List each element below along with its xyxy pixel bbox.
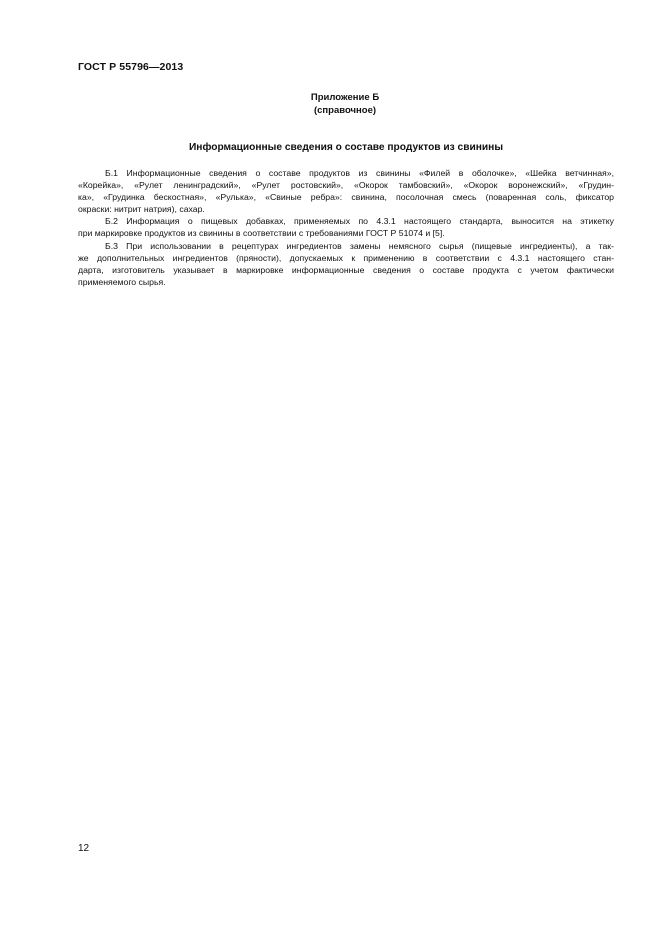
- standard-header: ГОСТ Р 55796—2013: [78, 61, 184, 73]
- body-text: [78, 167, 614, 288]
- paragraph-b2: [78, 215, 614, 239]
- appendix-type: (справочное): [313, 105, 377, 116]
- text-line: же дополнительных ингредиентов (пряности), допускаемых к применению в соответствии с 4.3.1 настоящего стан-: [78, 252, 614, 263]
- text-line: при маркировке продуктов из свинины в соответствии с требованиями ГОСТ Р 51074 и [5].: [78, 228, 445, 239]
- text-line: дарта, изготовитель указывает в маркировке информационные сведения о составе продукта с учетом фактически: [78, 264, 614, 275]
- appendix-heading: [250, 91, 440, 117]
- text-line: Б.3 При использовании в рецептурах ингредиентов замены немясного сырья (пищевые ингредиенты), а так-: [105, 240, 614, 251]
- paragraph-b3: [78, 240, 614, 288]
- text-line: Б.2 Информация о пищевых добавках, применяемых по 4.3.1 настоящего стандарта, выносится на этикетку: [105, 216, 614, 227]
- text-line: «Корейка», «Рулет ленинградский», «Рулет ростовский», «Окорок тамбовский», «Окорок воронежский», «Грудин-: [78, 180, 614, 191]
- appendix-title: Приложение Б: [310, 92, 380, 103]
- page-number: 12: [78, 843, 90, 854]
- text-line: Б.1 Информационные сведения о составе продуктов из свинины «Филей в оболочке», «Шейка ветчинная»,: [105, 168, 614, 178]
- paragraph-b1: [78, 167, 614, 215]
- text-line: ка», «Грудинка бескостная», «Рулька», «Свиные ребра»: свинина, посолочная смесь (поваренная соль, фиксатор: [78, 192, 614, 203]
- text-line: применяемого сырья.: [78, 276, 166, 287]
- text-line: окраски: нитрит натрия), сахар.: [78, 204, 205, 215]
- section-title: Информационные сведения о составе продуктов из свинины: [188, 142, 504, 153]
